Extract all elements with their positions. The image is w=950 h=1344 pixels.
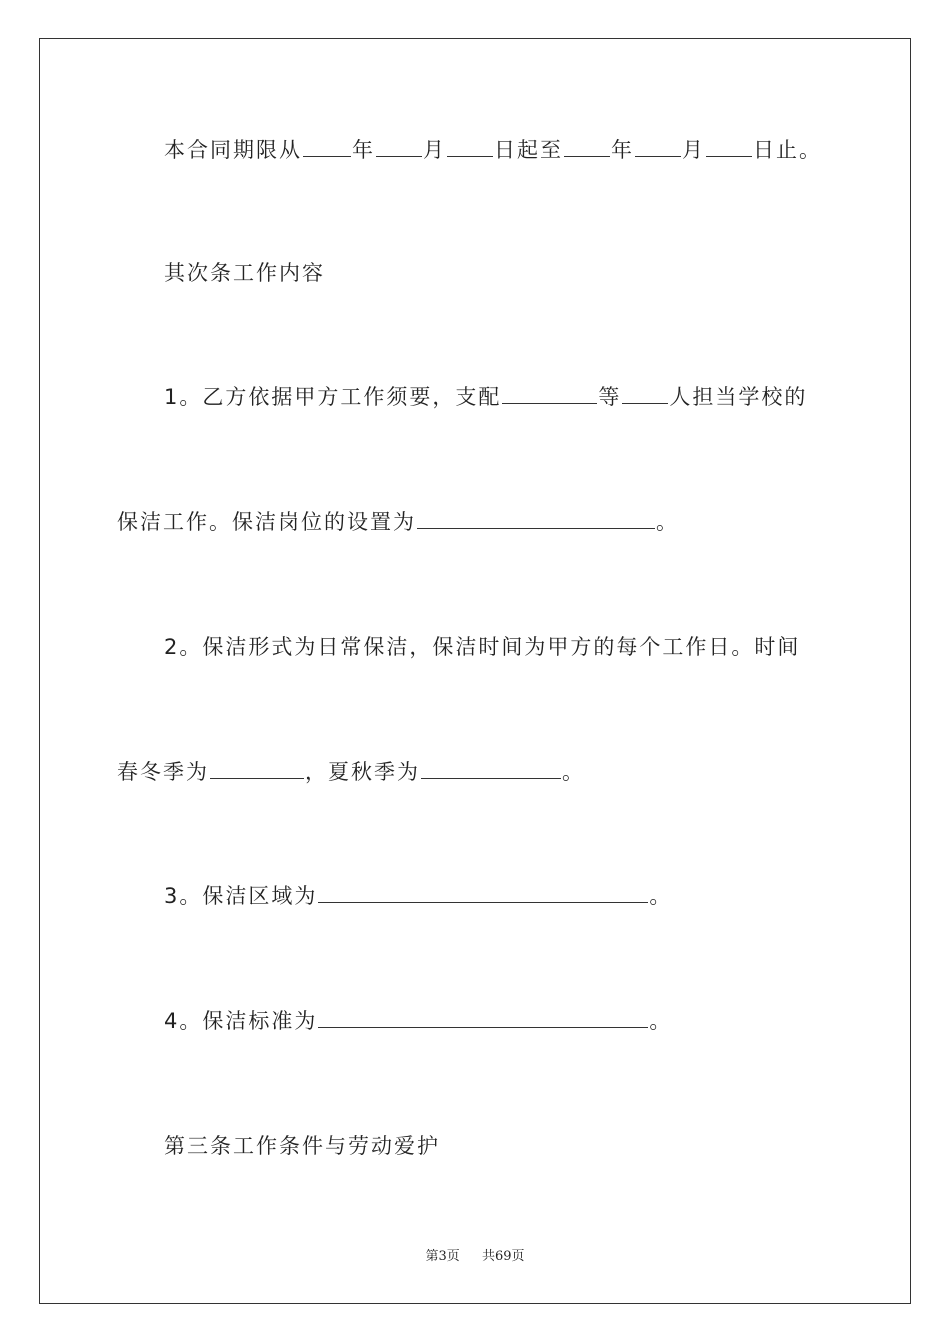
text: 3。保洁区域为 [164, 884, 318, 908]
text: 月 [682, 138, 705, 162]
text: 年 [352, 138, 375, 162]
item-1-line-2 [117, 507, 679, 537]
article-2-title: 其次条工作内容 [164, 261, 325, 285]
blank-field [622, 383, 668, 404]
text: 保洁工作。保洁岗位的设置为 [117, 510, 416, 534]
blank-field [502, 383, 597, 404]
blank-field [706, 136, 752, 157]
blank-field [210, 758, 304, 779]
blank-field [318, 882, 648, 903]
text: 4。保洁标准为 [164, 1009, 318, 1033]
item-4-line [164, 1006, 672, 1036]
text: 1。乙方依据甲方工作须要，支配 [164, 385, 502, 409]
item-2-line-2 [117, 757, 585, 787]
blank-field [417, 508, 655, 529]
text: 日起至 [494, 138, 563, 162]
text: 等 [598, 385, 622, 409]
text: ，夏秋季为 [305, 760, 420, 784]
contract-term-line [164, 135, 822, 165]
text: 年 [611, 138, 634, 162]
text: 。 [562, 760, 585, 784]
text: 。 [649, 1009, 673, 1033]
text: 本合同期限从 [164, 138, 302, 162]
blank-field [303, 136, 351, 157]
blank-field [318, 1007, 648, 1028]
blank-field [376, 136, 422, 157]
text: 。 [649, 884, 673, 908]
page-total: 共69页 [482, 1249, 525, 1264]
item-1-line-1 [164, 382, 807, 412]
article-3-title: 第三条工作条件与劳动爱护 [164, 1134, 440, 1158]
page-frame [39, 38, 911, 1304]
text: 。 [656, 510, 679, 534]
page-footer [0, 1245, 950, 1264]
page-number: 第3页 [425, 1249, 460, 1264]
text: 月 [423, 138, 446, 162]
item-2-line-1: 2。保洁形式为日常保洁，保洁时间为甲方的每个工作日。时间 [164, 635, 801, 659]
text: 春冬季为 [117, 760, 209, 784]
item-3-line [164, 881, 672, 911]
blank-field [447, 136, 493, 157]
text: 日止。 [753, 138, 822, 162]
text: 人担当学校的 [669, 385, 808, 409]
blank-field [564, 136, 610, 157]
blank-field [421, 758, 561, 779]
blank-field [635, 136, 681, 157]
